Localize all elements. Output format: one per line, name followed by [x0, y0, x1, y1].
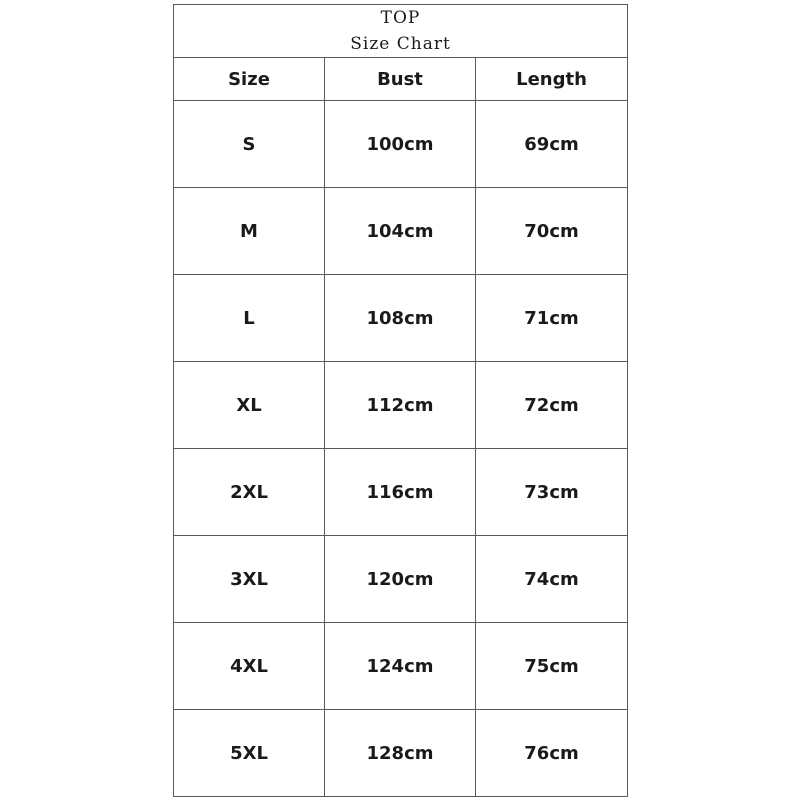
chart-title-line1: TOP [380, 8, 421, 28]
table-row [174, 275, 628, 362]
bust-cell: 120cm [325, 536, 476, 623]
size-cell: L [174, 275, 325, 362]
length-cell: 71cm [476, 275, 628, 362]
title-row [174, 5, 628, 58]
column-header-bust: Bust [325, 58, 476, 101]
bust-cell: 128cm [325, 710, 476, 797]
size-cell: 3XL [174, 536, 325, 623]
bust-cell: 116cm [325, 449, 476, 536]
length-cell: 72cm [476, 362, 628, 449]
bust-cell: 104cm [325, 188, 476, 275]
size-cell: S [174, 101, 325, 188]
length-cell: 74cm [476, 536, 628, 623]
chart-title-line2: Size Chart [350, 34, 451, 54]
bust-cell: 112cm [325, 362, 476, 449]
chart-title [174, 5, 628, 58]
size-cell: 4XL [174, 623, 325, 710]
length-cell: 73cm [476, 449, 628, 536]
length-cell: 76cm [476, 710, 628, 797]
size-chart-table [173, 4, 628, 797]
bust-cell: 108cm [325, 275, 476, 362]
table-row [174, 623, 628, 710]
size-cell: M [174, 188, 325, 275]
bust-cell: 124cm [325, 623, 476, 710]
size-cell: 2XL [174, 449, 325, 536]
table-row [174, 101, 628, 188]
table-row [174, 188, 628, 275]
column-header-size: Size [174, 58, 325, 101]
size-cell: XL [174, 362, 325, 449]
table-row [174, 536, 628, 623]
table-row [174, 362, 628, 449]
table-row [174, 710, 628, 797]
length-cell: 75cm [476, 623, 628, 710]
length-cell: 70cm [476, 188, 628, 275]
bust-cell: 100cm [325, 101, 476, 188]
length-cell: 69cm [476, 101, 628, 188]
size-cell: 5XL [174, 710, 325, 797]
table-row [174, 449, 628, 536]
column-header-length: Length [476, 58, 628, 101]
header-row [174, 58, 628, 101]
